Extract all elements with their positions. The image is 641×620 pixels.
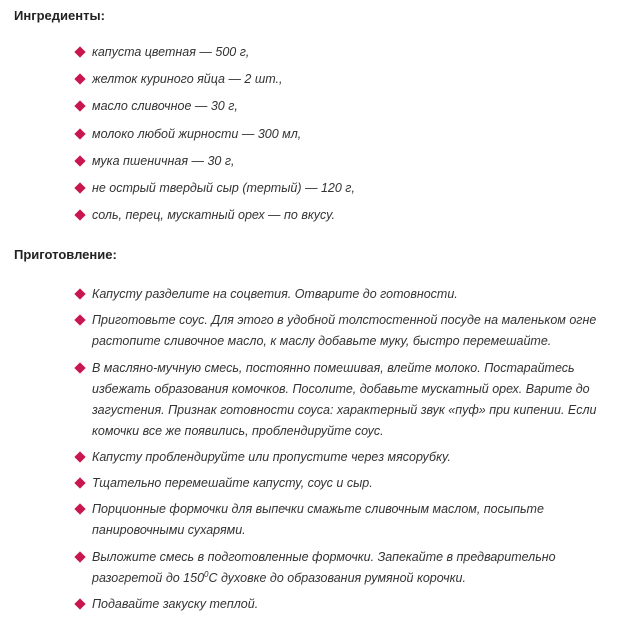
list-item bbox=[76, 151, 616, 172]
ingredient-text: капуста цветная — 500 г, bbox=[92, 45, 250, 59]
ingredient-text: масло сливочное — 30 г, bbox=[92, 99, 238, 114]
diamond-bullet-icon bbox=[74, 551, 85, 562]
step-text: Подавайте закуску теплой. bbox=[92, 597, 259, 612]
ingredients-heading: Ингредиенты: bbox=[14, 8, 105, 23]
list-item bbox=[76, 124, 616, 145]
diamond-bullet-icon bbox=[74, 288, 85, 299]
diamond-bullet-icon bbox=[74, 101, 85, 112]
diamond-bullet-icon bbox=[74, 598, 85, 609]
list-item bbox=[76, 473, 616, 494]
diamond-bullet-icon bbox=[74, 128, 85, 139]
diamond-bullet-icon bbox=[74, 504, 85, 515]
step-text: Порционные формочки для выпечки смажьте сливочным маслом, посыпьте панировочными сухарями. bbox=[92, 502, 544, 538]
preparation-steps-list bbox=[76, 284, 616, 620]
list-item bbox=[76, 547, 616, 589]
ingredient-text: желток куриного яйца — 2 шт., bbox=[92, 72, 283, 87]
diamond-bullet-icon bbox=[74, 209, 85, 220]
degree-superscript: 0 bbox=[204, 569, 209, 579]
ingredients-list bbox=[76, 42, 616, 232]
list-item bbox=[76, 284, 616, 305]
step-text: Тщательно перемешайте капусту, соус и сыр. bbox=[92, 476, 373, 491]
diamond-bullet-icon bbox=[74, 182, 85, 193]
step-text: Капусту разделите на соцветия. Отварите до готовности. bbox=[92, 287, 458, 301]
step-text: Капусту проблендируйте или пропустите через мясорубку. bbox=[92, 449, 451, 464]
diamond-bullet-icon bbox=[74, 74, 85, 85]
list-item bbox=[76, 178, 616, 199]
ingredient-text: молоко любой жирности — 300 мл, bbox=[92, 126, 302, 141]
list-item bbox=[76, 42, 616, 63]
step-text: В масляно-мучную смесь, постоянно помешивая, влейте молоко. Постарайтесь избежать образования комочков. Посолите, добавьте мускатный орех. Варите до загустения. Признак готовности соуса: характерный звук «пуф» при кипении. Если комочки все же появились, проблендируйте соус. bbox=[92, 360, 597, 438]
list-item bbox=[76, 69, 616, 90]
list-item bbox=[76, 96, 616, 117]
ingredient-text: не острый твердый сыр (тертый) — 120 г, bbox=[92, 180, 355, 195]
ingredient-text: соль, перец, мускатный орех — по вкусу. bbox=[92, 208, 335, 223]
step-text-after: С духовке до образования румяной корочки. bbox=[208, 570, 466, 585]
list-item bbox=[76, 205, 616, 226]
list-item bbox=[76, 499, 616, 541]
diamond-bullet-icon bbox=[74, 315, 85, 326]
step-text: Приготовьте соус. Для этого в удобной толстостенной посуде на маленьком огне растопите сливочное масло, к маслу добавьте муку, быстро перемешайте. bbox=[92, 313, 597, 349]
diamond-bullet-icon bbox=[74, 451, 85, 462]
list-item bbox=[76, 594, 616, 615]
list-item bbox=[76, 447, 616, 468]
diamond-bullet-icon bbox=[74, 362, 85, 373]
preparation-heading: Приготовление: bbox=[14, 247, 117, 262]
diamond-bullet-icon bbox=[74, 478, 85, 489]
ingredient-text: мука пшеничная — 30 г, bbox=[92, 153, 235, 168]
list-item bbox=[76, 358, 616, 442]
diamond-bullet-icon bbox=[74, 155, 85, 166]
diamond-bullet-icon bbox=[74, 46, 85, 57]
step-text-before: Выложите смесь в подготовленные формочки. Запекайте в предварительно разогретой до 150 bbox=[92, 549, 556, 585]
list-item bbox=[76, 310, 616, 352]
